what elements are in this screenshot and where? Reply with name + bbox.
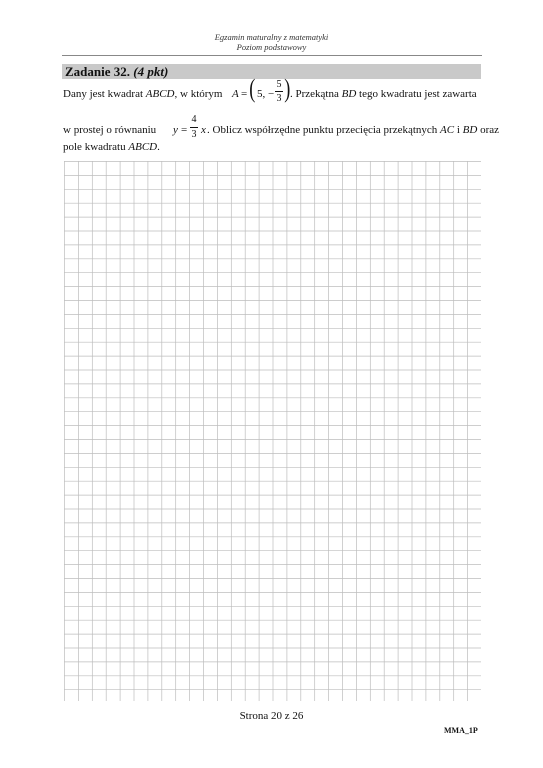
point-a-label: A — [232, 88, 239, 100]
fraction-denominator: 3 — [276, 93, 282, 104]
fraction-bar — [190, 127, 198, 128]
equals-sign: = — [181, 124, 188, 136]
fraction-bar — [275, 91, 283, 92]
exam-title: Egzamin maturalny z matematyki — [214, 32, 329, 42]
var-x: x — [201, 124, 206, 136]
task-heading — [65, 64, 168, 79]
square-name: ABCD — [128, 141, 158, 153]
task-header-bar — [62, 64, 481, 79]
diagonal-ac: AC — [440, 124, 455, 136]
task-text-line-3 — [63, 141, 160, 154]
answer-grid[interactable] — [64, 161, 481, 701]
point-a-x: 5, − — [257, 88, 275, 100]
task-text-line-2-end — [207, 124, 499, 137]
equals-sign: = — [241, 88, 248, 100]
exam-level: Poziom podstawowy — [236, 42, 307, 52]
fraction-denominator: 3 — [191, 129, 197, 140]
text-segment: pole kwadratu — [63, 141, 129, 153]
text-segment: oraz — [477, 124, 500, 136]
text-segment: . — [157, 141, 160, 153]
diagonal-bd: BD — [462, 124, 478, 136]
task-text-line-2: w prostej o równaniu — [63, 124, 157, 136]
var-y: y — [173, 124, 178, 136]
page-number: Strona 20 z 26 — [239, 710, 304, 722]
text-segment: . Oblicz współrzędne punktu przecięcia przekątnych — [207, 124, 441, 136]
diagonal-bd: BD — [341, 88, 357, 100]
task-points: (4 pkt) — [133, 64, 169, 79]
right-paren: ) — [284, 74, 291, 103]
text-segment: tego kwadratu jest zawarta — [356, 88, 477, 100]
task-number: Zadanie 32. — [65, 64, 131, 79]
text-segment: . Przekątna — [290, 88, 342, 100]
task-text-line-1-end — [290, 88, 477, 101]
exam-code: MMA_1P — [444, 726, 478, 735]
square-name: ABCD — [145, 88, 175, 100]
text-segment: i — [454, 124, 463, 136]
text-segment: Dany jest kwadrat — [63, 88, 146, 100]
fraction-numerator: 5 — [276, 79, 282, 90]
text-segment: , w którym — [174, 88, 223, 100]
fraction-numerator: 4 — [191, 114, 197, 125]
header-divider — [62, 55, 482, 56]
left-paren: ( — [249, 74, 256, 103]
task-text-line-1 — [63, 88, 223, 101]
